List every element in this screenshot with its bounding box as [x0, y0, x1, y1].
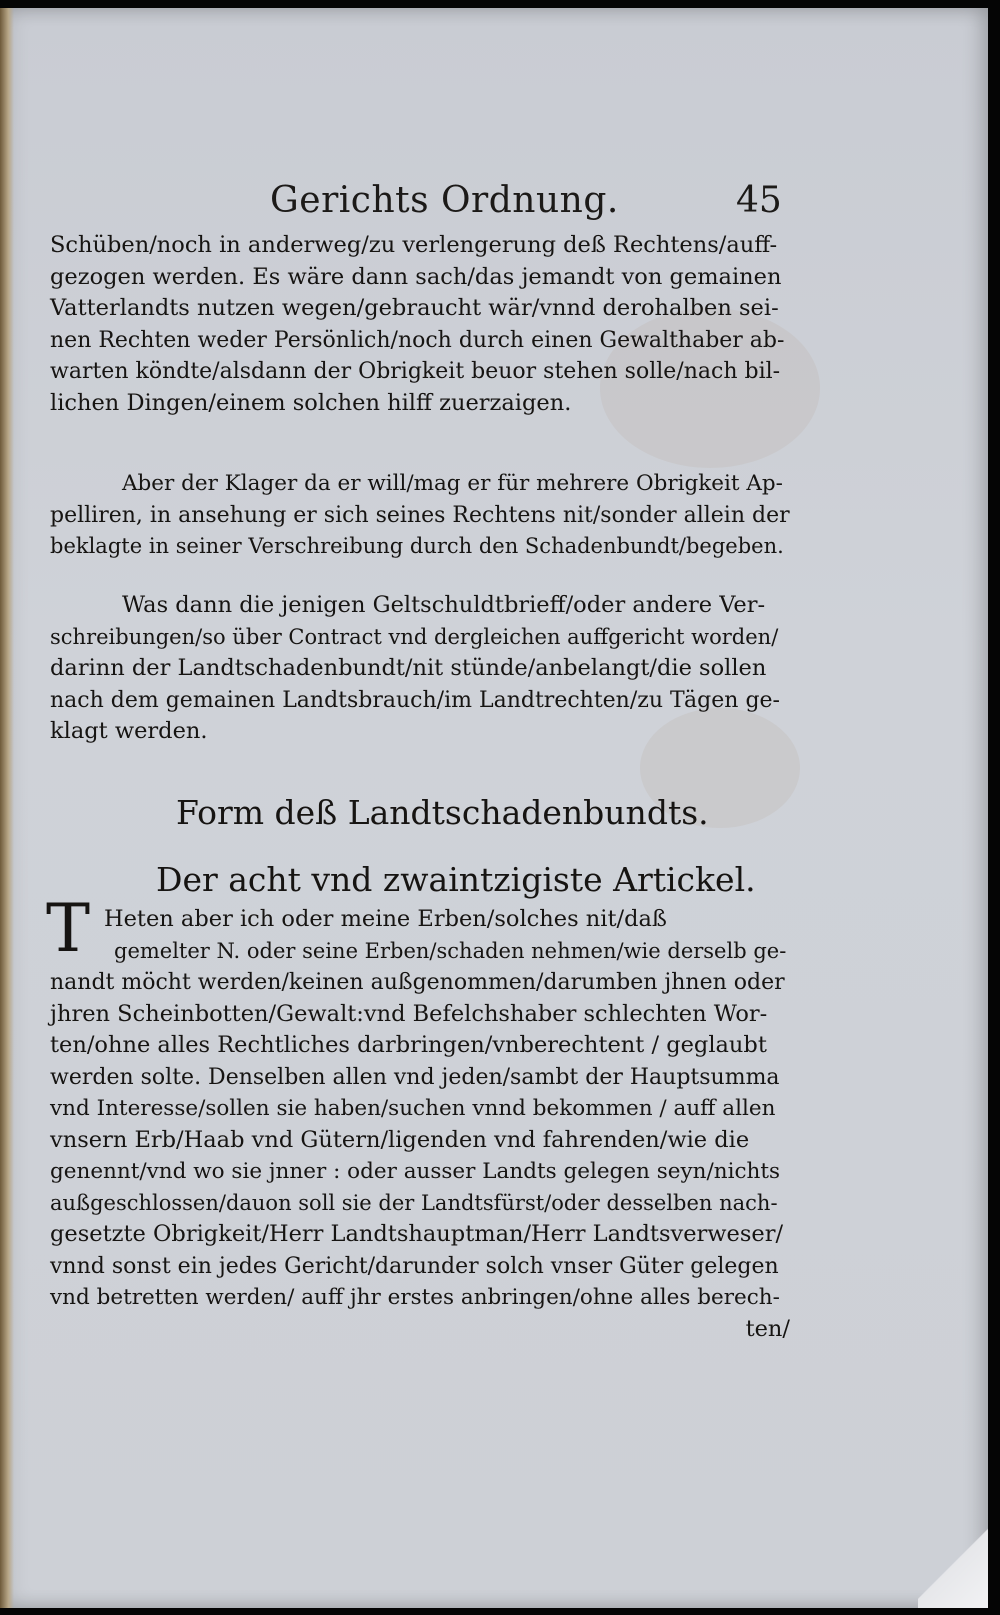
text-line: genennt/vnd wo sie jnner : oder ausser Landts gelegen seyn/nichts	[50, 1159, 781, 1184]
drop-cap: T	[46, 890, 91, 967]
running-title: Gerichts Ordnung.	[270, 180, 619, 221]
article-heading: Der acht vnd zwaintzigiste Artickel.	[156, 860, 756, 899]
text-line: gesetzte Obrigkeit/Herr Landtshauptman/Herr Landtsverweser/	[50, 1221, 784, 1247]
text-line: vnd betretten werden/ auff jhr erstes anbringen/ohne alles berech-	[50, 1285, 780, 1310]
text-line: vnnd sonst ein jedes Gericht/darunder solch vnser Güter gelegen	[50, 1253, 779, 1279]
text-line: außgeschlossen/dauon soll sie der Landtsfürst/oder desselben nach-	[50, 1190, 778, 1215]
page-number: 45	[736, 180, 782, 221]
page-corner-curl	[918, 1518, 988, 1608]
text-line: lichen Dingen/einem solchen hilff zuerzaigen.	[50, 389, 572, 416]
text-line: gezogen werden. Es wäre dann sach/das jemandt von gemainen	[50, 263, 782, 290]
text-line: Heten aber ich oder meine Erben/solches nit/daß	[104, 906, 667, 932]
catchword: ten/	[745, 1315, 790, 1342]
paragraph-4	[50, 904, 790, 1345]
text-line: Was dann die jenigen Geltschuldtbrieff/oder andere Ver-	[122, 592, 766, 618]
book-spine-edge	[0, 8, 14, 1608]
text-line: gemelter N. oder seine Erben/schaden nehmen/wie derselb ge-	[114, 938, 787, 963]
text-line: nandt möcht werden/keinen außgenommen/darumben jhnen oder	[50, 970, 785, 995]
text-line: Schüben/noch in anderweg/zu verlengerung deß Rechtens/auff-	[50, 232, 778, 258]
text-line: schreibungen/so über Contract vnd dergleichen auffgericht worden/	[50, 624, 779, 649]
text-line: vnsern Erb/Haab vnd Gütern/ligenden vnd fahrenden/wie die	[50, 1126, 750, 1153]
text-line: Aber der Klager da er will/mag er für mehrere Obrigkeit Ap-	[122, 471, 783, 496]
text-line: vnd Interesse/sollen sie haben/suchen vnnd bekommen / auff allen	[50, 1096, 776, 1121]
text-line: klagt werden.	[50, 718, 208, 744]
text-line: jhren Scheinbotten/Gewalt:vnd Befelchshaber schlechten Wor-	[50, 1000, 768, 1027]
text-line: warten köndte/alsdann der Obrigkeit beuor stehen solle/nach bil-	[50, 359, 781, 384]
text-line: nen Rechten weder Persönlich/noch durch einen Gewalthaber ab-	[50, 327, 785, 353]
text-line: Vatterlandts nutzen wegen/gebraucht wär/vnnd derohalben sei-	[50, 295, 779, 321]
text-line: ten/ohne alles Rechtliches darbringen/vnberechtent / geglaubt	[50, 1032, 767, 1058]
text-line: beklagte in seiner Verschreibung durch den Schadenbundt/begeben.	[50, 534, 784, 558]
text-line: pelliren, in ansehung er sich seines Rechtens nit/sonder allein der	[50, 502, 790, 528]
text-line: nach dem gemainen Landtsbrauch/im Landtrechten/zu Tägen ge-	[50, 687, 780, 713]
paragraph-2	[50, 468, 790, 563]
paragraph-1	[50, 230, 790, 419]
paragraph-3	[50, 590, 790, 748]
book-page	[0, 8, 988, 1608]
text-line: werden solte. Denselben allen vnd jeden/sambt der Hauptsumma	[50, 1064, 780, 1090]
text-line: darinn der Landtschadenbundt/nit stünde/anbelangt/die sollen	[50, 655, 767, 681]
section-heading: Form deß Landtschadenbundts.	[176, 793, 709, 832]
